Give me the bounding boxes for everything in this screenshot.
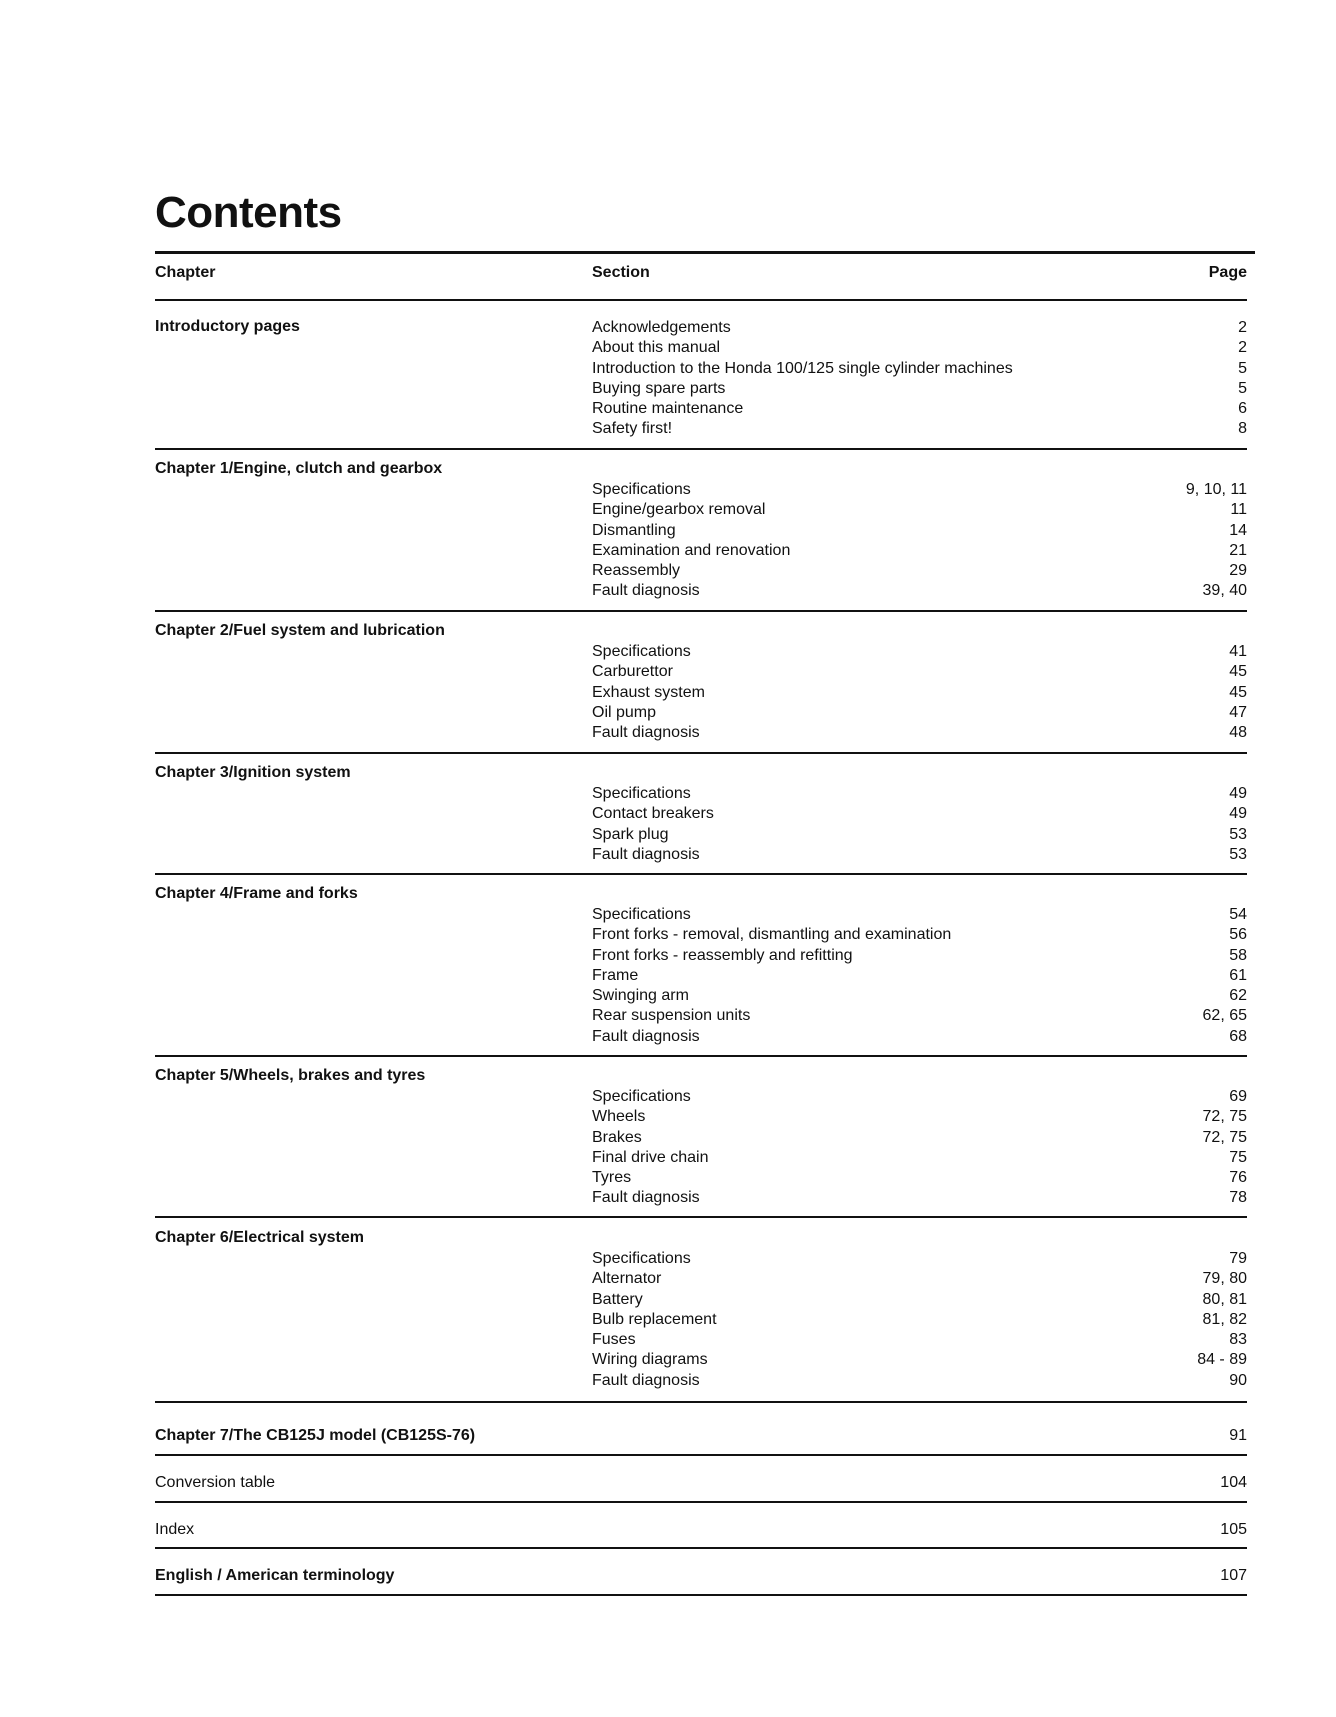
section-name: Reassembly bbox=[592, 562, 681, 580]
section-name: Battery bbox=[592, 1290, 643, 1308]
section-page: 72, 75 bbox=[1202, 1128, 1247, 1146]
section-name: Examination and renovation bbox=[592, 541, 791, 559]
section-name: Fault diagnosis bbox=[592, 582, 700, 600]
chapter-rule bbox=[155, 1055, 1247, 1057]
section-name: Exhaust system bbox=[592, 683, 705, 701]
section-page: 68 bbox=[1229, 1027, 1247, 1045]
section-page: 11 bbox=[1230, 501, 1247, 519]
section-name: Brakes bbox=[592, 1128, 642, 1146]
section-name: Engine/gearbox removal bbox=[592, 501, 766, 519]
section-page: 49 bbox=[1229, 805, 1247, 823]
bottom-rule bbox=[155, 1594, 1247, 1596]
section-entry bbox=[592, 1350, 1247, 1370]
section-page: 90 bbox=[1229, 1371, 1247, 1389]
section-name: Specifications bbox=[592, 906, 691, 923]
entry-label: Conversion table bbox=[155, 1474, 276, 1491]
section-name: Spark plug bbox=[592, 825, 669, 843]
section-name: Fault diagnosis bbox=[592, 724, 700, 742]
section-entry bbox=[592, 561, 1247, 581]
section-name: Specifications bbox=[592, 481, 691, 498]
section-page: 69 bbox=[1229, 1088, 1247, 1105]
section-page: 62, 65 bbox=[1202, 1007, 1247, 1025]
chapter-title: Chapter 6/Electrical system bbox=[155, 1229, 364, 1246]
header-rule bbox=[155, 299, 1247, 301]
section-entry bbox=[592, 845, 1247, 865]
entry-rule bbox=[155, 1501, 1247, 1503]
entry-rule bbox=[155, 1547, 1247, 1549]
section-entry bbox=[592, 683, 1247, 703]
chapter-rule bbox=[155, 873, 1247, 875]
section-entry bbox=[592, 581, 1247, 601]
section-entry bbox=[592, 1249, 1247, 1269]
section-entry bbox=[592, 825, 1247, 845]
section-entry bbox=[592, 1087, 1247, 1107]
section-entry bbox=[592, 905, 1247, 925]
chapter-rule bbox=[155, 1401, 1247, 1403]
section-entry bbox=[592, 925, 1247, 945]
section-entry bbox=[592, 1371, 1247, 1391]
section-name: Tyres bbox=[592, 1169, 632, 1187]
section-entry bbox=[592, 379, 1247, 399]
section-entry bbox=[592, 1128, 1247, 1148]
section-name: Fault diagnosis bbox=[592, 1027, 700, 1045]
section-entry bbox=[592, 1107, 1247, 1127]
section-name: Buying spare parts bbox=[592, 379, 726, 397]
chapter-rule bbox=[155, 752, 1247, 754]
section-entry bbox=[592, 662, 1247, 682]
section-page: 78 bbox=[1229, 1189, 1247, 1207]
section-page: 21 bbox=[1229, 541, 1247, 559]
contents-page bbox=[155, 0, 1255, 1717]
section-page: 8 bbox=[1238, 420, 1247, 438]
section-page: 54 bbox=[1229, 906, 1247, 923]
section-entry bbox=[592, 338, 1247, 358]
section-page: 6 bbox=[1238, 400, 1247, 418]
section-entry bbox=[592, 521, 1247, 541]
section-page: 58 bbox=[1229, 946, 1247, 964]
single-entry bbox=[155, 1427, 1247, 1445]
single-entry bbox=[155, 1474, 1247, 1492]
column-header-chapter: Chapter bbox=[155, 264, 216, 281]
section-name: Contact breakers bbox=[592, 805, 714, 823]
entry-rule bbox=[155, 1454, 1247, 1456]
section-entry bbox=[592, 966, 1247, 986]
section-name: Oil pump bbox=[592, 703, 657, 721]
chapter-title: Introductory pages bbox=[155, 318, 300, 335]
section-entry bbox=[592, 1006, 1247, 1026]
section-entry bbox=[592, 946, 1247, 966]
section-entry bbox=[592, 541, 1247, 561]
section-entry bbox=[592, 359, 1247, 379]
section-entry bbox=[592, 1148, 1247, 1168]
chapter-title: Chapter 4/Frame and forks bbox=[155, 885, 358, 902]
section-name: Carburettor bbox=[592, 663, 673, 681]
section-page: 49 bbox=[1229, 785, 1247, 802]
section-page: 81, 82 bbox=[1202, 1310, 1247, 1328]
section-entry bbox=[592, 1027, 1247, 1047]
section-page: 76 bbox=[1229, 1169, 1247, 1187]
section-entry bbox=[592, 986, 1247, 1006]
chapter-rule bbox=[155, 1216, 1247, 1218]
section-page: 39, 40 bbox=[1202, 582, 1247, 600]
section-name: Alternator bbox=[592, 1270, 662, 1288]
section-name: Rear suspension units bbox=[592, 1007, 751, 1025]
section-page: 14 bbox=[1229, 521, 1247, 539]
section-entry bbox=[592, 1188, 1247, 1208]
chapter-title: Chapter 2/Fuel system and lubrication bbox=[155, 622, 445, 639]
section-page: 75 bbox=[1229, 1148, 1247, 1166]
section-page: 83 bbox=[1229, 1331, 1247, 1349]
entry-label: Chapter 7/The CB125J model (CB125S-76) bbox=[155, 1427, 476, 1444]
section-name: Front forks - removal, dismantling and examination bbox=[592, 926, 952, 944]
section-entry bbox=[592, 1168, 1247, 1188]
section-entry bbox=[592, 1290, 1247, 1310]
section-entry bbox=[592, 723, 1247, 743]
column-header-section: Section bbox=[592, 264, 650, 281]
section-entry bbox=[592, 318, 1247, 338]
section-page: 9, 10, 11 bbox=[1185, 481, 1247, 498]
section-page: 62 bbox=[1229, 987, 1247, 1005]
section-name: Fuses bbox=[592, 1331, 636, 1349]
section-name: Fault diagnosis bbox=[592, 845, 700, 863]
section-page: 45 bbox=[1229, 683, 1247, 701]
section-name: Wiring diagrams bbox=[592, 1351, 708, 1369]
column-header-page: Page bbox=[1208, 264, 1247, 281]
section-page: 56 bbox=[1229, 926, 1247, 944]
section-entry bbox=[592, 1330, 1247, 1350]
section-entry bbox=[592, 1269, 1247, 1289]
section-page: 29 bbox=[1229, 562, 1247, 580]
section-name: Acknowledgements bbox=[592, 319, 731, 336]
entry-page: 104 bbox=[1220, 1474, 1247, 1491]
section-entry bbox=[592, 1310, 1247, 1330]
entry-page: 105 bbox=[1220, 1521, 1247, 1538]
entry-page: 107 bbox=[1220, 1567, 1247, 1584]
entry-label: Index bbox=[155, 1521, 195, 1538]
section-page: 45 bbox=[1229, 663, 1247, 681]
section-name: Safety first! bbox=[592, 420, 673, 438]
section-name: Front forks - reassembly and refitting bbox=[592, 946, 853, 964]
section-page: 47 bbox=[1229, 703, 1247, 721]
section-page: 5 bbox=[1238, 359, 1247, 377]
section-page: 53 bbox=[1229, 825, 1247, 843]
chapter-title: Chapter 1/Engine, clutch and gearbox bbox=[155, 460, 443, 477]
section-name: Dismantling bbox=[592, 521, 676, 539]
section-name: Fault diagnosis bbox=[592, 1189, 700, 1207]
single-entry bbox=[155, 1567, 1247, 1585]
section-page: 2 bbox=[1238, 339, 1247, 357]
section-name: Specifications bbox=[592, 643, 691, 660]
section-name: Introduction to the Honda 100/125 single cylinder machines bbox=[592, 359, 1013, 377]
section-entry bbox=[592, 500, 1247, 520]
section-entry bbox=[592, 703, 1247, 723]
section-entry bbox=[592, 419, 1247, 439]
section-name: Final drive chain bbox=[592, 1148, 709, 1166]
entry-page: 91 bbox=[1229, 1427, 1247, 1444]
chapter-rule bbox=[155, 448, 1247, 450]
entry-label: English / American terminology bbox=[155, 1567, 395, 1584]
section-name: Specifications bbox=[592, 1250, 691, 1267]
section-name: Bulb replacement bbox=[592, 1310, 717, 1328]
chapter-title: Chapter 3/Ignition system bbox=[155, 764, 351, 781]
section-page: 84 - 89 bbox=[1197, 1351, 1247, 1369]
section-name: Swinging arm bbox=[592, 987, 689, 1005]
section-name: Routine maintenance bbox=[592, 400, 744, 418]
section-entry bbox=[592, 399, 1247, 419]
page-title: Contents bbox=[155, 188, 342, 237]
section-name: Frame bbox=[592, 966, 639, 984]
section-page: 41 bbox=[1229, 643, 1247, 660]
top-rule bbox=[155, 251, 1255, 254]
chapter-title: Chapter 5/Wheels, brakes and tyres bbox=[155, 1067, 426, 1084]
section-entry bbox=[592, 804, 1247, 824]
section-page: 53 bbox=[1229, 845, 1247, 863]
section-page: 79 bbox=[1229, 1250, 1247, 1267]
section-entry bbox=[592, 480, 1247, 500]
section-page: 80, 81 bbox=[1202, 1290, 1247, 1308]
section-name: Fault diagnosis bbox=[592, 1371, 700, 1389]
section-page: 5 bbox=[1238, 379, 1247, 397]
section-name: About this manual bbox=[592, 339, 721, 357]
section-name: Specifications bbox=[592, 1088, 691, 1105]
section-name: Specifications bbox=[592, 785, 691, 802]
section-entry bbox=[592, 784, 1247, 804]
section-name: Wheels bbox=[592, 1108, 646, 1126]
section-page: 61 bbox=[1229, 966, 1247, 984]
section-page: 72, 75 bbox=[1202, 1108, 1247, 1126]
section-page: 2 bbox=[1238, 319, 1247, 336]
section-page: 79, 80 bbox=[1202, 1270, 1247, 1288]
section-entry bbox=[592, 642, 1247, 662]
single-entry bbox=[155, 1521, 1247, 1539]
section-page: 48 bbox=[1229, 724, 1247, 742]
chapter-rule bbox=[155, 610, 1247, 612]
